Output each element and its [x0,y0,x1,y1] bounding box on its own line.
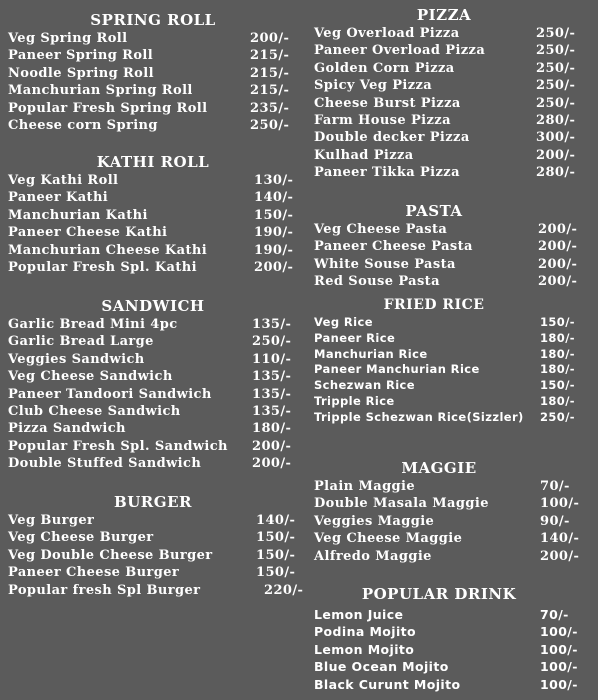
menu-item [314,478,570,495]
item-price: 70/- [540,479,570,494]
menu-item [8,438,298,455]
menu-item [314,77,574,94]
item-price: 150/- [540,315,575,329]
item-list [8,316,298,473]
menu-item [314,273,578,290]
menu-item [314,42,574,59]
item-name: Veggies Maggie [314,513,435,529]
section-title: BURGER [114,493,192,511]
item-name: Garlic Bread Large [8,334,154,350]
item-name: Golden Corn Pizza [314,60,455,76]
item-name: Noodle Spring Roll [8,65,154,81]
item-price: 100/- [540,659,578,675]
section-maggie [314,458,580,565]
menu-item [314,164,574,181]
item-price: 100/- [540,641,578,657]
item-price: 280/- [536,112,576,128]
item-price: 140/- [256,513,296,528]
item-name: Veg Cheese Burger [8,530,154,546]
menu-item [8,386,298,403]
item-name: Blue Ocean Mojito [314,659,449,675]
menu-item [8,547,298,564]
menu-item [314,362,575,378]
item-name: Paneer Tikka Pizza [314,165,460,181]
menu-item [8,455,298,472]
section-title: FRIED RICE [383,297,485,313]
item-name: Garlic Bread Mini 4pc [8,317,178,332]
item-name: Popular Fresh Spring Roll [8,100,208,116]
item-price: 250/- [536,95,576,111]
menu-item [314,513,570,530]
menu-item [8,47,298,64]
menu-item [314,409,575,426]
item-price: 235/- [250,100,290,116]
item-price: 110/- [252,351,292,367]
item-price: 70/- [540,607,569,622]
item-price: 200/- [538,222,578,237]
menu-item [314,60,574,77]
menu-item [314,606,569,623]
menu-item [8,529,298,546]
item-name: White Souse Pasta [314,256,456,272]
item-price: 180/- [540,330,575,345]
item-list [314,606,578,693]
item-name: Paneer Kathi [8,190,109,206]
menu-item [8,172,298,189]
menu-item [314,315,575,331]
item-name: Pizza Sandwich [8,421,126,437]
item-name: Paneer Tandoori Sandwich [8,386,212,402]
item-price: 150/- [540,378,575,393]
item-name: Lemon Juice [314,607,404,622]
item-name: Cheese corn Spring [8,117,158,133]
item-price: 130/- [254,173,294,188]
menu-item [314,658,578,675]
item-price: 250/- [536,26,576,41]
item-name: Veg Spring Roll [8,31,128,46]
item-price: 135/- [252,386,292,402]
menu-item [8,30,298,47]
menu-item [314,530,580,547]
menu-item [314,393,575,410]
section-title: SANDWICH [101,297,205,315]
item-name: Veg Cheese Maggie [314,531,463,547]
menu-item [8,351,298,368]
item-price: 180/- [540,393,575,408]
item-price: 200/- [538,274,578,290]
item-name: Paneer Cheese Kathi [8,225,168,241]
item-price: 140/- [254,190,294,206]
item-price: 180/- [540,346,575,361]
menu-item [314,221,578,238]
menu-item [314,495,580,512]
section-spring-roll [8,10,298,134]
item-name: Podina Mojito [314,624,417,640]
item-name: Double Masala Maggie [314,496,489,512]
item-price: 150/- [256,530,296,546]
item-name: Double decker Pizza [314,130,470,146]
menu-item [8,582,304,599]
item-price: 250/- [536,60,576,76]
section-popular-drink [314,584,578,693]
menu-item [8,82,298,99]
menu-item [8,512,298,529]
item-name: Paneer Manchurian Rice [314,362,480,377]
item-price: 135/- [252,369,292,385]
item-name: Cheese Burst Pizza [314,95,461,111]
menu-item [8,100,298,117]
item-price: 280/- [536,165,576,181]
menu-item [8,316,298,333]
item-price: 250/- [540,409,575,424]
item-price: 215/- [250,48,290,64]
item-name: Tripple Rice [314,393,395,408]
item-name: Paneer Rice [314,330,396,345]
item-price: 200/- [250,31,290,46]
item-list [8,172,298,276]
item-price: 180/- [252,421,292,437]
section-title: PIZZA [416,6,472,24]
item-name: Plain Maggie [314,479,416,494]
item-name: Club Cheese Sandwich [8,403,181,419]
item-list [314,478,580,565]
item-price: 150/- [254,207,294,223]
item-price: 100/- [540,624,578,640]
item-name: Veg Rice [314,315,373,329]
menu-item [314,112,574,129]
item-name: Popular Fresh Spl. Kathi [8,259,197,275]
menu-item [314,256,578,273]
item-price: 200/- [252,456,292,472]
item-name: Veggies Sandwich [8,351,145,367]
item-list [314,221,578,291]
section-sandwich [8,296,298,473]
menu-item [314,95,574,112]
item-name: Popular Fresh Spl. Sandwich [8,438,228,454]
section-burger [8,492,304,599]
item-price: 190/- [254,225,294,241]
menu-item [8,368,298,385]
item-price: 140/- [540,531,580,547]
menu-item [8,403,298,420]
item-name: Paneer Cheese Burger [8,565,180,581]
item-price: 150/- [256,565,296,581]
menu-item [8,564,298,581]
item-price: 250/- [536,43,576,59]
menu-item [8,65,298,82]
section-kathi-roll [8,152,298,276]
item-price: 220/- [264,582,304,598]
menu-left-column [8,0,304,598]
item-name: Manchurian Spring Roll [8,83,193,99]
menu-item [314,346,575,363]
item-price: 250/- [252,334,292,350]
item-name: Paneer Spring Roll [8,48,154,64]
menu-item [314,676,578,693]
menu-item [314,330,575,347]
item-price: 200/- [538,239,578,255]
menu-item [8,333,298,350]
item-name: Manchurian Kathi [8,207,148,223]
menu-item [314,548,580,565]
section-title: PASTA [405,202,463,220]
item-price: 135/- [252,317,292,332]
item-price: 90/- [540,513,570,529]
item-name: Farm House Pizza [314,112,451,128]
menu-item [314,623,578,640]
menu-item [8,207,298,224]
section-fried-rice [314,295,575,426]
menu-item [8,242,298,259]
item-name: Double Stuffed Sandwich [8,456,202,472]
menu-item [314,147,574,164]
item-name: Veg Kathi Roll [8,173,119,188]
section-pizza [314,5,574,182]
item-price: 300/- [536,130,576,146]
item-name: Veg Cheese Pasta [314,222,448,237]
item-name: Tripple Schezwan Rice(Sizzler) [314,409,524,424]
item-price: 200/- [252,438,292,454]
item-price: 215/- [250,65,290,81]
item-price: 215/- [250,83,290,99]
item-name: Popular fresh Spl Burger [8,582,201,598]
menu-item [314,129,574,146]
item-name: Paneer Cheese Pasta [314,239,473,255]
menu-item [314,378,575,394]
menu-item [8,259,298,276]
menu-item [8,189,298,206]
item-price: 200/- [540,548,580,564]
item-name: Alfredo Maggie [314,548,432,564]
item-price: 200/- [538,256,578,272]
menu-item [314,641,578,658]
item-name: Black Curunt Mojito [314,676,461,692]
item-list [314,315,575,426]
menu-item [8,117,298,134]
menu-item [8,224,298,241]
item-name: Veg Cheese Sandwich [8,369,173,385]
section-title: POPULAR DRINK [361,585,517,603]
item-price: 200/- [536,147,576,163]
item-name: Veg Burger [8,513,95,528]
item-price: 190/- [254,242,294,258]
item-name: Veg Double Cheese Burger [8,547,213,563]
item-name: Red Souse Pasta [314,274,440,290]
item-name: Paneer Overload Pizza [314,43,486,59]
section-pasta [314,201,578,291]
item-list [314,25,574,182]
item-name: Spicy Veg Pizza [314,78,433,94]
item-price: 250/- [536,78,576,94]
item-price: 150/- [256,547,296,563]
item-price: 100/- [540,496,580,512]
item-name: Veg Overload Pizza [314,26,460,41]
item-name: Manchurian Rice [314,346,428,361]
menu-item [314,25,574,42]
item-name: Manchurian Cheese Kathi [8,242,208,258]
section-title: SPRING ROLL [90,11,216,29]
item-name: Lemon Mojito [314,641,415,657]
item-name: Schezwan Rice [314,378,415,393]
menu-item [314,238,578,255]
section-title: MAGGIE [401,459,477,477]
item-list [8,30,298,134]
item-price: 200/- [254,259,294,275]
section-title: KATHI ROLL [96,153,210,171]
item-list [8,512,304,599]
item-price: 100/- [540,676,578,692]
item-price: 180/- [540,362,575,377]
item-name: Kulhad Pizza [314,147,414,163]
item-price: 250/- [250,117,290,133]
menu-item [8,420,298,437]
item-price: 135/- [252,403,292,419]
